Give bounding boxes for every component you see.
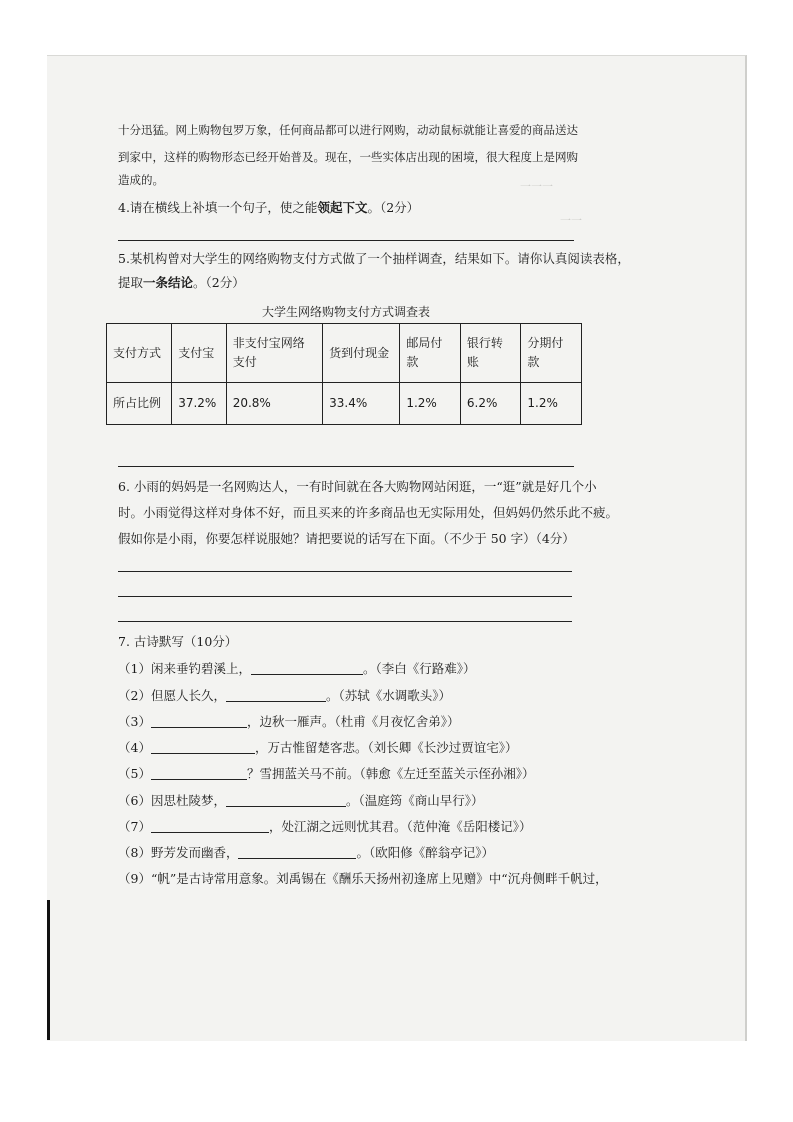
poem-item-number: （5）: [118, 766, 151, 781]
poem-item-number: （8）: [118, 845, 151, 860]
poem-source: 。（苏轼《水调歌头》）: [325, 688, 451, 703]
poem-item-number: （1）: [118, 661, 151, 676]
table-cell: 6.2%: [460, 383, 521, 425]
scan-edge-shadow: [47, 900, 50, 1040]
question-6-line-2: 时。小雨觉得这样对身体不好，而且买来的许多商品也无实际用处，但妈妈仍然乐此不疲。: [118, 505, 619, 520]
poem-blank[interactable]: [151, 767, 247, 780]
table-cell: 33.4%: [323, 383, 400, 425]
poem-given-line: 但愿人长久，: [150, 688, 226, 703]
question-5-line-2: [118, 277, 245, 290]
q6-answer-line[interactable]: [118, 571, 572, 572]
poem-item-number: （3）: [118, 714, 151, 729]
table-row: [107, 383, 582, 425]
table-title: 大学生网络购物支付方式调查表: [262, 305, 431, 319]
poem-blank[interactable]: [151, 715, 247, 728]
poem-item-number: （7）: [118, 819, 151, 834]
passage-line-1: 十分迅猛。网上购物包罗万象，任何商品都可以进行网购，动动鼠标就能让喜爱的商品送达: [118, 123, 578, 137]
passage-line-2: 到家中，这样的购物形态已经开始普及。现在，一些实体店出现的困境，很大程度上是网购: [118, 150, 578, 164]
poem-source: ，处江湖之远则忧其君。（范仲淹《岳阳楼记》）: [268, 819, 532, 834]
poem-source: ？雪拥蓝关马不前。（韩愈《左迁至蓝关示侄孙湘》）: [246, 766, 535, 781]
poem-item: [118, 820, 531, 834]
question-7-title: 7. 古诗默写（10分）: [118, 634, 238, 649]
q6-answer-line[interactable]: [118, 596, 572, 597]
q4-suffix: 。（2分）: [367, 200, 420, 215]
poem-blank[interactable]: [238, 846, 356, 859]
table-row-label: 所占比例: [107, 383, 172, 425]
bleed-through-mark: 一一一: [520, 180, 553, 193]
table-header-cell: 非支付宝网络支付: [226, 324, 322, 383]
table-cell: 1.2%: [400, 383, 461, 425]
question-6-line-1: 6. 小雨的妈妈是一名网购达人，一有时间就在各大购物网站闲逛，一“逛”就是好几个小: [118, 479, 597, 494]
poem-blank[interactable]: [151, 741, 255, 754]
table-header-cell: 支付方式: [107, 324, 172, 383]
q5-prefix: 提取: [118, 275, 144, 290]
table-header-cell: 支付宝: [172, 324, 227, 383]
q6-answer-line[interactable]: [118, 621, 572, 622]
q4-answer-line[interactable]: [118, 240, 574, 241]
bleed-through-mark: 一一: [560, 214, 582, 227]
q5-suffix: 。（2分）: [193, 275, 245, 290]
poem-item: [118, 662, 475, 676]
poem-item: [118, 689, 451, 703]
table-cell: 37.2%: [172, 383, 227, 425]
q5-answer-line[interactable]: [118, 466, 574, 467]
poem-given-line: 因思杜陵梦，: [150, 793, 226, 808]
poem-blank[interactable]: [251, 662, 363, 675]
passage-line-3: 造成的。: [118, 173, 164, 187]
question-6-line-3: 假如你是小雨，你要怎样说服她？请把要说的话写在下面。（不少于 50 字）（4分）: [118, 531, 575, 546]
poem-given-line: 闲来垂钓碧溪上，: [150, 661, 251, 676]
q5-emphasis: 一条结论: [143, 275, 194, 290]
poem-given-line: 野芳发而幽香，: [150, 845, 239, 860]
poem-item: [118, 794, 483, 808]
poem-source: ，边秋一雁声。（杜甫《月夜忆舍弟》）: [246, 714, 460, 729]
question-5-line-1: 5.某机构曾对大学生的网络购物支付方式做了一个抽样调查，结果如下。请你认真阅读表格，: [118, 251, 630, 266]
q4-prefix: 4.请在横线上补填一个句子，使之能: [118, 200, 318, 215]
poem-blank[interactable]: [226, 794, 346, 807]
question-4: [118, 202, 419, 215]
q4-emphasis: 领起下文: [317, 200, 368, 215]
poem-source: ，万古惟留楚客悲。（刘长卿《长沙过贾谊宅》）: [254, 740, 518, 755]
table-header-cell: 分期付款: [521, 324, 582, 383]
poem-blank[interactable]: [151, 820, 269, 833]
poem-source: 。（欧阳修《醉翁亭记》）: [356, 845, 494, 860]
table-header-cell: 邮局付款: [400, 324, 461, 383]
poem-item-9: （9）“帆”是古诗常用意象。刘禹锡在《酬乐天扬州初逢席上见赠》中“沉舟侧畔千帆过，: [118, 871, 608, 886]
poem-source: 。（温庭筠《商山早行》）: [345, 793, 484, 808]
poem-item: [118, 767, 534, 781]
payment-survey-table: [106, 323, 582, 425]
table-header-cell: 银行转账: [460, 324, 521, 383]
poem-item: [118, 715, 459, 729]
poem-source: 。（李白《行路难》）: [362, 661, 476, 676]
poem-item: [118, 741, 517, 755]
poem-item-number: （2）: [118, 688, 151, 703]
poem-item: [118, 846, 494, 860]
table-cell: 1.2%: [521, 383, 582, 425]
table-header-row: [107, 324, 582, 383]
table-header-cell: 货到付现金: [323, 324, 400, 383]
table-cell: 20.8%: [226, 383, 322, 425]
poem-blank[interactable]: [226, 689, 326, 702]
poem-item-number: （4）: [118, 740, 151, 755]
poem-item-number: （6）: [118, 793, 151, 808]
